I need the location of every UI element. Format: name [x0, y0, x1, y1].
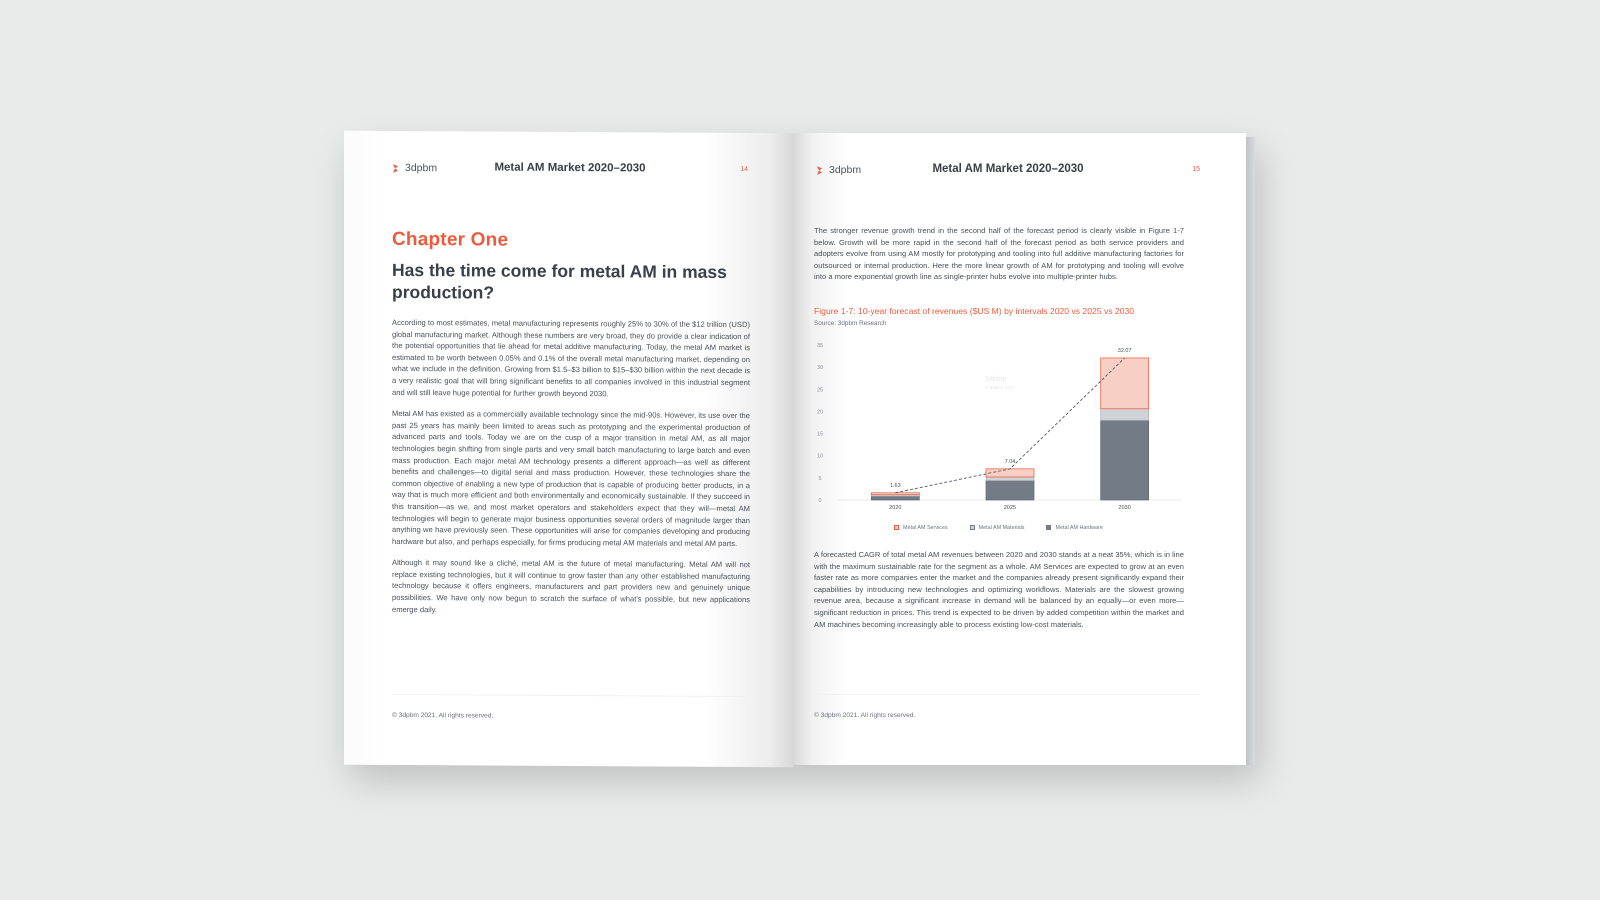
y-tick-label: 15 — [816, 431, 824, 438]
brand-name: 3dpbm — [405, 161, 438, 175]
figure-source: Source: 3dpbm Research — [814, 320, 887, 327]
data-label: 1.63 — [889, 482, 901, 489]
page-header — [816, 163, 1200, 181]
right-intro-text — [814, 225, 1184, 293]
x-tick-label: 2025 — [1003, 505, 1017, 511]
y-tick-label: 0 — [818, 498, 822, 504]
bar-segment — [986, 481, 1034, 500]
footer-divider — [814, 694, 1200, 695]
data-label: 32.07 — [1117, 347, 1132, 354]
legend-item-hardware: Metal AM Hardware — [1046, 525, 1102, 531]
paragraph: A forecasted CAGR of total metal AM revenues between 2020 and 2030 stands at a neat 35%, which is in line with the maximum sustainable rate for the segment as a whole. AM Services are expected to grow at an even faster rate as more companies enter the market and the companies already present significantly expand their capabilities by introducing new technologies and optimizing workflows. Materials are the slowest growing revenue area, because a significant increase in demand will be balanced by an equally—or even more—significant reduction in prices. This trend is expected to be driven by added competition within the market and AM machines becoming increasingly able to process existing low-cost materials. — [814, 550, 1184, 629]
paragraph: Although it may sound like a cliché, metal AM is the future of metal manufacturing. Metal AM will not replace existing technologies, but it will continue to grow faster than any other established manufacturing technology because it offers engineers, manufacturers and part providers new and genuinely unique possibilities. We have only now begun to scratch the surface of what's possible, but new applications emerge daily. — [392, 558, 750, 614]
y-tick-label: 10 — [816, 453, 824, 460]
running-title: Metal AM Market 2020–2030 — [932, 163, 1084, 175]
figure-caption: Figure 1-7: 10-year forecast of revenues ($US M) by intervals 2020 vs 2025 vs 2030 — [814, 306, 1135, 316]
bar-segment — [1101, 358, 1149, 409]
bar-segment — [1101, 420, 1149, 500]
y-tick-label: 35 — [816, 343, 824, 349]
y-tick-label: 30 — [816, 365, 824, 372]
bar-segment — [871, 496, 919, 500]
paragraph: According to most estimates, metal manufacturing represents roughly 25% to 30% of the $12 trillion (USD) global manufacturing market. Although these numbers are very broad, they do provide a clear indication of the potential opportunities that lie ahead for metal additive manufacturing. Today, the metal AM market is estimated to be worth between 0.05% and 0.1% of the overall metal manufacturing market, depending on what we include in the definition. Growing from $1.5–$3 billion to $15–$30 billion within the next decade is a very realistic goal that will bring significant benefits to all companies involved in this industrial segment and will still leave huge potential for further growth beyond 2030. — [392, 317, 750, 398]
paragraph: Metal AM has existed as a commercially available technology since the mid-90s. However, its use over the past 25 years has mainly been limited to areas such as prototyping and the experimental production of advanced parts and tools. Today we are on the cusp of a major transition in metal AM, as all major technologies begin shifting from single parts and very small batch manufacturing to large batch and even mass production. Each major metal AM technology presents a different approach—as well as different benefits and challenges—to digital serial and mass production. However, these technologies share the common objective of enabling a new type of production that is capable of producing better products, in a way that is much more efficient and both environmentally and economically sustainable. If they succeed in this transition—as we, and most market operators and stakeholders expect that they will—metal AM technologies will begin to generate major business opportunities several orders of magnitude larger than anything we have previously seen. These opportunities will arise for companies developing and producing hardware but also, and perhaps especially, for firms producing metal AM materials and metal AM parts. — [392, 409, 750, 548]
chapter-label: Chapter One — [392, 228, 509, 251]
left-body-text — [392, 317, 750, 627]
revenue-forecast-chart — [810, 333, 1190, 543]
page-number: 15 — [1192, 166, 1200, 173]
chart-legend — [894, 525, 1103, 531]
bar-segment — [986, 477, 1034, 481]
brand-name: 3dpbm — [829, 164, 862, 176]
page-footer: © 3dpbm 2021. All rights reserved. — [392, 711, 494, 720]
legend-item-services: Metal AM Services — [894, 525, 948, 531]
chapter-heading: Has the time come for metal AM in mass production? — [392, 259, 727, 303]
paragraph: The stronger revenue growth trend in the second half of the forecast period is clearly visible in Figure 1-7 below. Growth will be more rapid in the second half of the forecast period as both service providers and adopters evolve from using AM mostly for prototyping and tooling into full additive manufacturing factories for outsourced or internal production. Here the more linear growth of AM for prototyping and tooling will evolve into a more exponential growth line as single-printer hubs evolve into multiple-printer hubs. — [814, 226, 1184, 282]
running-title: Metal AM Market 2020–2030 — [494, 161, 646, 175]
left-page — [344, 131, 794, 768]
y-tick-label: 5 — [818, 475, 822, 482]
bar-segment — [986, 469, 1034, 477]
bar-segment — [1101, 409, 1149, 421]
x-tick-label: 2020 — [889, 505, 902, 511]
y-tick-label: 25 — [816, 387, 824, 394]
bar-segment — [871, 493, 919, 495]
chart-watermark-copyright: © 3dpbm 2021 — [985, 385, 1015, 390]
page-header — [392, 161, 748, 181]
page-footer: © 3dpbm 2021. All rights reserved. — [814, 712, 916, 719]
right-outro-text — [814, 549, 1184, 640]
legend-item-materials: Metal AM Materials — [970, 525, 1025, 531]
data-label: 7.04 — [1004, 458, 1016, 465]
right-page — [794, 133, 1246, 765]
footer-divider — [392, 694, 748, 697]
x-tick-label: 2030 — [1118, 505, 1131, 511]
chart-watermark: 3dpbm — [985, 376, 1007, 383]
y-tick-label: 20 — [816, 409, 824, 416]
page-number: 14 — [740, 166, 748, 174]
